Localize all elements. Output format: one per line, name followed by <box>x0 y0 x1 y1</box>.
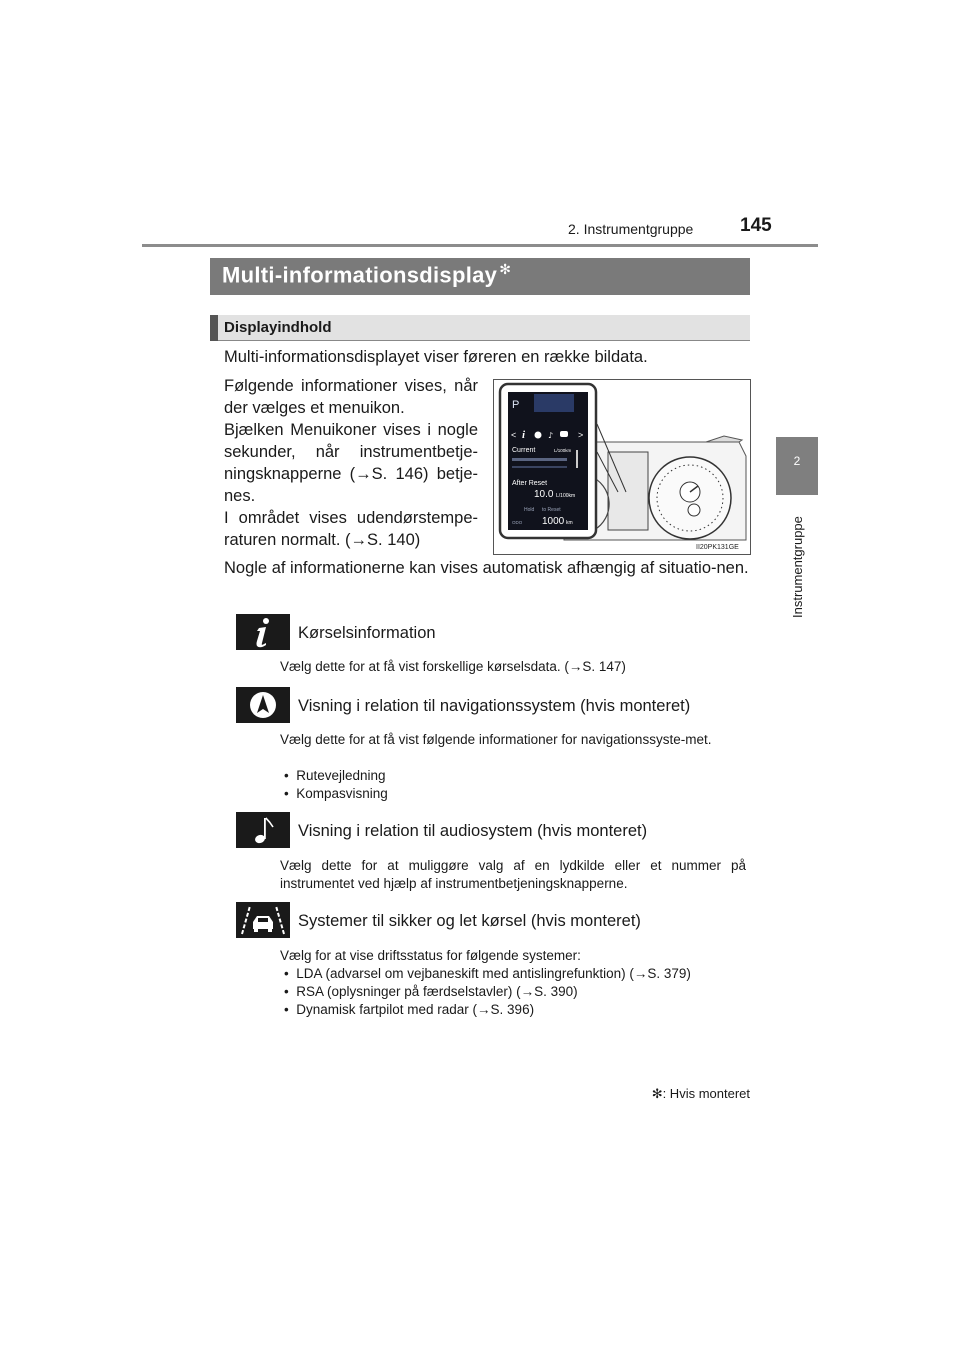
item-description: Vælg dette for at muliggøre valg af en lydkilde eller et nummer på instrumentet ved hjælp af instrumentbetjeningsknapperne. <box>280 858 746 891</box>
after-reset-label: After Reset <box>512 480 548 487</box>
page-number: 145 <box>740 215 772 236</box>
header-chapter: 2. Instrumentgruppe <box>568 221 694 237</box>
music-note-icon-box <box>236 812 290 848</box>
to-reset-text: to Reset <box>542 507 561 513</box>
instrument-cluster-illustration <box>494 380 750 554</box>
svg-text:<: < <box>511 430 517 440</box>
item-title: Visning i relation til navigationssystem (hvis monteret) <box>298 697 691 715</box>
info-icon <box>236 614 290 650</box>
header-rule <box>142 244 818 247</box>
chapter-tab: 2 <box>776 437 818 495</box>
svg-text:>: > <box>578 430 584 440</box>
navigation-icon <box>236 687 290 723</box>
figure-code: II20PK131GE <box>696 544 739 551</box>
auto-info-paragraph: Nogle af informationerne kan vises automatisk afhængig af situatio-nen. <box>224 559 749 577</box>
info-icon-box <box>236 614 290 650</box>
column-paragraph: Følgende informationer vises, når der vælges et menuikon. <box>224 377 478 417</box>
subsection-bar-marker <box>210 315 218 341</box>
driving-assist-icon <box>236 902 290 938</box>
odo-unit: km <box>566 520 573 526</box>
driving-assist-icon-box <box>236 902 290 938</box>
chapter-tab-label-wrap <box>786 500 806 620</box>
item-title: Systemer til sikker og let kørsel (hvis monteret) <box>298 912 641 930</box>
svg-text:♪: ♪ <box>548 431 554 440</box>
item-description: Vælg dette for at få vist følgende informationer for navigationssyste-met. <box>280 732 712 747</box>
after-reset-unit: L/100km <box>556 493 576 499</box>
hold-text: Hold <box>524 507 535 513</box>
section-title-text: Multi-informationsdisplay <box>222 262 498 288</box>
zoom-screen-glow <box>534 394 574 412</box>
navigation-icon-box <box>236 687 290 723</box>
column-paragraph: I området vises udendørstempe-raturen normalt. (→S. 140) <box>224 509 478 549</box>
current-label: Current <box>512 447 536 454</box>
gear-indicator: P <box>512 399 520 411</box>
column-paragraph: Bjælken Menuikoner vises i nogle sekunder, når instrumentbetje-ningsknapperne (→S. 146) betje-nes. <box>224 421 478 505</box>
item-title: Kørselsinformation <box>298 624 436 642</box>
bullet-item: • Dynamisk fartpilot med radar (→S. 396) <box>284 1002 535 1017</box>
subsection-title: Displayindhold <box>224 319 332 336</box>
music-note-icon <box>236 812 290 848</box>
speedometer-small-dial <box>688 504 700 516</box>
after-reset-value: 10.0 <box>534 489 554 500</box>
item-description: Vælg dette for at få vist forskellige kørselsdata. (→S. 147) <box>280 659 626 674</box>
current-unit: L/100km <box>554 448 572 453</box>
svg-text:i: i <box>522 429 526 441</box>
instrument-cluster-figure <box>493 379 751 555</box>
bullet-item: • Rutevejledning <box>284 768 386 783</box>
bullet-item: • RSA (oplysninger på færdselstavler) (→S. 390) <box>284 984 578 999</box>
section-title <box>222 261 511 288</box>
odo-label: ODO <box>512 520 523 525</box>
intro-paragraph: Multi-informationsdisplayet viser føreren en række bildata. <box>224 348 648 366</box>
bullet-item: • LDA (advarsel om vejbaneskift med antislingrefunktion) (→S. 379) <box>284 966 691 981</box>
column-text <box>224 375 478 551</box>
cluster-hood-edge <box>706 436 742 442</box>
footnote: ✻: Hvis monteret <box>651 1086 750 1101</box>
chapter-tab-label: Instrumentgruppe <box>790 516 805 618</box>
item-title: Visning i relation til audiosystem (hvis monteret) <box>298 822 648 840</box>
section-title-mark: ✻ <box>499 261 512 277</box>
odo-value: 1000 <box>542 516 565 527</box>
bullet-item: • Kompasvisning <box>284 786 388 801</box>
item-description: Vælg for at vise driftsstatus for følgende systemer: <box>280 948 581 963</box>
